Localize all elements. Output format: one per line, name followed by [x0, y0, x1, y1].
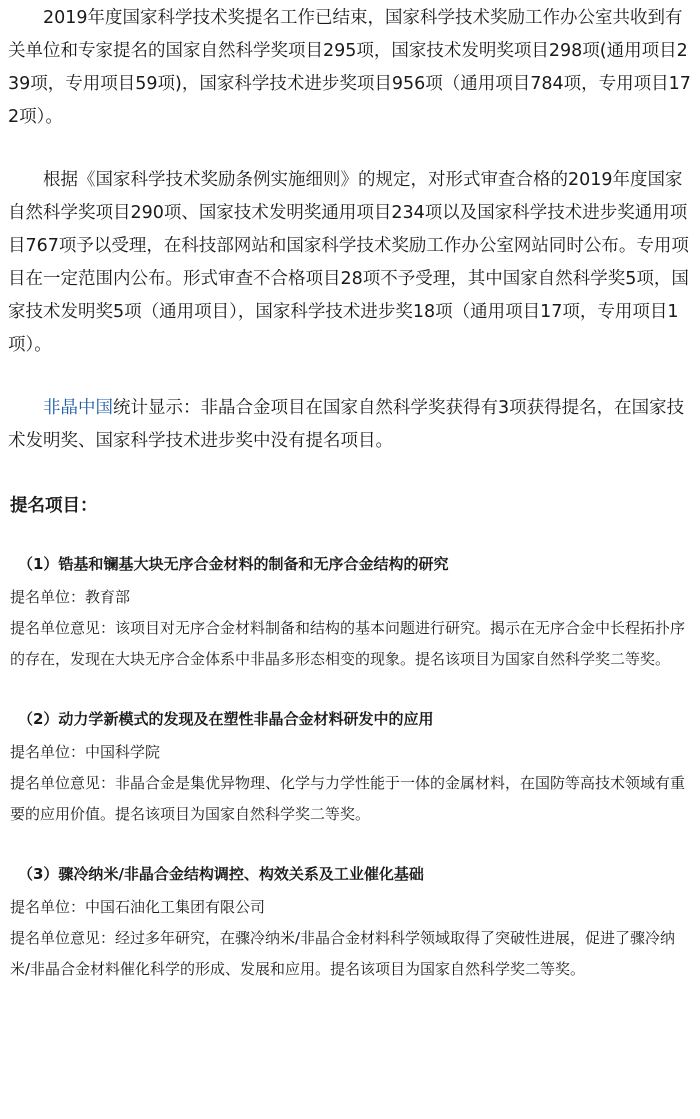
nomination-item-3 [8, 860, 692, 985]
paragraph-intro: 2019年度国家科学技术奖提名工作已结束，国家科学技术奖励工作办公室共收到有关单位和专家提名的国家自然科学奖项目295项，国家技术发明奖项目298项(通用项目239项，专用项目59项)，国家科学技术进步奖项目956项（通用项目784项，专用项目172项）。 [8, 8, 691, 127]
item-unit: 提名单位：教育部 [10, 588, 131, 606]
item-unit: 提名单位：中国科学院 [10, 743, 161, 761]
paragraph-review: 根据《国家科学技术奖励条例实施细则》的规定，对形式审查合格的2019年度国家自然科学奖项目290项、国家技术发明奖通用项目234项以及国家科学技术进步奖通用项目767项予以受理，在科技部网站和国家科学技术奖励工作办公室网站同时公布。专用项目在一定范围内公布。形式审查不合格项目28项不予受理，其中国家自然科学奖5项，国家技术发明奖5项（通用项目），国家科学技术进步奖18项（通用项目17项，专用项目1项）。 [8, 170, 689, 355]
link-feijing-china[interactable]: 非晶中国 [43, 398, 113, 418]
article-body [0, 2, 700, 985]
item-title: （1）锆基和镧基大块无序合金材料的制备和无序合金结构的研究 [18, 555, 449, 573]
item-unit: 提名单位：中国石油化工集团有限公司 [10, 898, 266, 916]
statistics-text: 统计显示：非晶合金项目在国家自然科学奖获得有3项获得提名，在国家技术发明奖、国家科学技术进步奖中没有提名项目。 [8, 398, 685, 451]
item-opinion: 提名单位意见：非晶合金是集优异物理、化学与力学性能于一体的金属材料，在国防等高技术领域有重要的应用价值。提名该项目为国家自然科学奖二等奖。 [10, 774, 686, 823]
item-title: （3）骤冷纳米/非晶合金结构调控、构效关系及工业催化基础 [18, 865, 424, 883]
paragraph-statistics [8, 392, 692, 458]
item-opinion: 提名单位意见：该项目对无序合金材料制备和结构的基本问题进行研究。揭示在无序合金中长程拓扑序的存在，发现在大块无序合金体系中非晶多形态相变的现象。提名该项目为国家自然科学奖二等奖。 [10, 619, 686, 668]
item-title: （2）动力学新模式的发现及在塑性非晶合金材料研发中的应用 [18, 710, 434, 728]
nomination-item-2 [8, 705, 692, 830]
item-opinion: 提名单位意见：经过多年研究，在骤冷纳米/非晶合金材料科学领域取得了突破性进展，促进了骤冷纳米/非晶合金材料催化科学的形成、发展和应用。提名该项目为国家自然科学奖二等奖。 [10, 929, 676, 978]
section-heading-nominations: 提名项目： [10, 496, 98, 516]
nomination-item-1 [8, 550, 692, 675]
